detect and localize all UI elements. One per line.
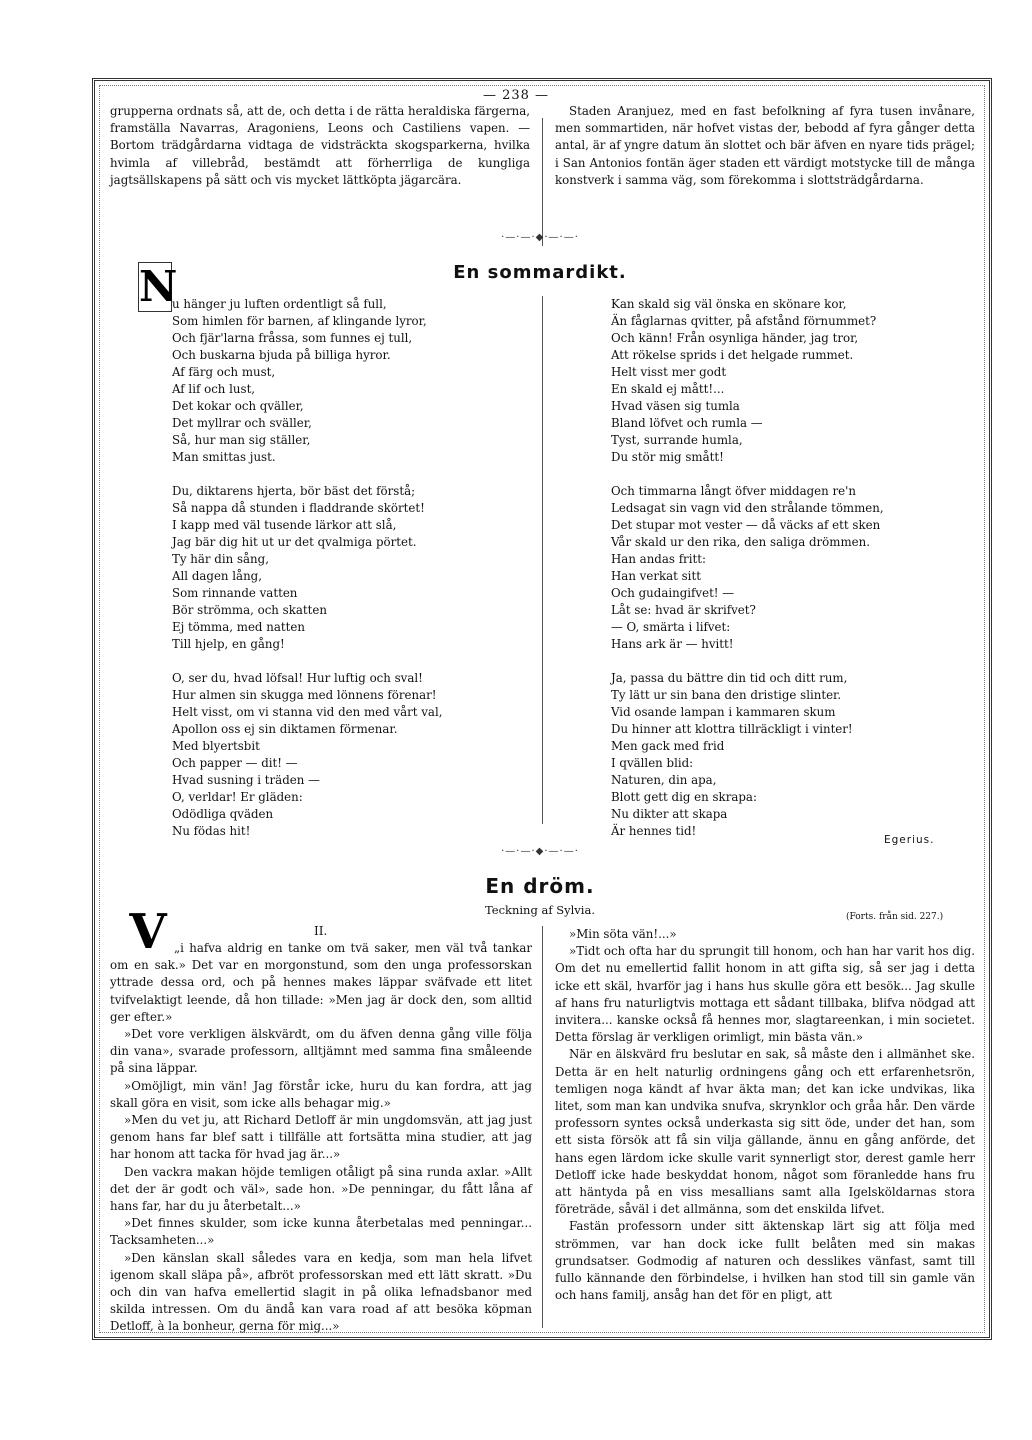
poem-line: Och timmarna långt öfver middagen re'n [611,484,856,498]
poem-left-column [172,296,532,857]
poem-line: Han andas fritt: [611,552,706,566]
story-paragraph: När en älskvärd fru beslutar en sak, så måste den i allmänhet ske. Detta är en helt naturlig ordningens gång och ett erfarenhetsrön, temligen noga kändt af hvar äkta man; det kan icke undvikas, lika litet, som man kan undvika snufva, skrynklor och gråa hår. Den värde professorn syntes också underkasta sig sitt öde, under det han, som ett sista försök att få sin vilja gällande, ännu en gång anförde, det hans egen lärdom icke skulle varit synnerligt stor, derest gamle herr Detloff icke hade beskyddat honom, något som föranledde hans fru att häntyda på en viss mesallians samt alla Igelsköldarnas stora företräde, såväl i det allmänna, som det enskilda lifvet. [555,1047,975,1217]
poem-line: Vid osande lampan i kammaren skum [611,705,836,719]
poem-line: — O, smärta i lifvet: [611,620,731,634]
poem-line: Kan skald sig väl önska en skönare kor, [611,297,847,311]
story-subtitle: Teckning af Sylvia. [484,903,595,917]
poem-line: Och fjär'larna fråssa, som funnes ej tull, [172,331,413,345]
poem-line: I qvällen blid: [611,756,694,770]
poem-line: Ej tömma, med natten [172,620,305,634]
poem-line: Ledsagat sin vagn vid den strålande tömmen, [611,501,884,515]
poem-line: Apollon oss ej sin diktamen förmenar. [172,722,398,736]
poem-line: Så, hur man sig ställer, [172,433,311,447]
poem-line: O, ser du, hvad löfsal! Hur luftig och sval! [172,671,423,685]
story-paragraph: Den vackra makan höjde temligen otåligt på sina runda axlar. »Allt det der är godt och väl», sade hon. »De penningar, du fått låna af hans far, har du ju återbetalt...» [110,1164,532,1214]
story-dropcap: V [129,904,167,960]
poem-line: Men gack med frid [611,739,725,753]
poem-stanza [172,296,532,466]
poem-stanza [611,296,971,466]
poem-line: Bland löfvet och rumla — [611,416,763,430]
poem-line: Och känn! Från osynliga händer, jag tror, [611,331,859,345]
chapter-number: II. [314,924,328,938]
poem-line: Till hjelp, en gång! [172,637,285,651]
poem-line: Af färg och must, [172,365,276,379]
continuation-note: (Forts. från sid. 227.) [846,912,944,922]
poem-line: Af lif och lust, [172,382,256,396]
poem-line: Ty här din sång, [172,552,269,566]
poem-line: Odödliga qväden [172,807,274,821]
poem-line: Hvad väsen sig tumla [611,399,740,413]
poem-line: Och buskarna bjuda på billiga hyror. [172,348,391,362]
poem-line: Än fåglarnas qvitter, på afstånd förnummet? [611,314,877,328]
poem-title: En sommardikt. [453,262,627,283]
poem-line: Och gudaingifvet! — [611,586,735,600]
poem-line: Det kokar och qväller, [172,399,304,413]
poem-signature: Egerius. [884,834,935,846]
poem-line: Du hinner att klottra tillräckligt i vinter! [611,722,853,736]
separator-ornament-2: ·—·—·◆·—·—· [501,846,579,857]
poem-line: Helt visst, om vi stanna vid den med vårt val, [172,705,443,719]
poem-line: Man smittas just. [172,450,276,464]
story-paragraph: Fastän professorn under sitt äktenskap lärt sig att följa med strömmen, var han dock icke fullt belåten med sin makas grundsatser. Godmodig af naturen och desslikes vänfast, samt till fullo kännande den förbindelse, i hvilken han stod till sin gamle vän och hans familj, ansåg han det för en pligt, att [555,1219,975,1303]
poem-line: Som himlen för barnen, af klingande lyror, [172,314,427,328]
story-paragraph: »Den känslan skall således vara en kedja, som man hela lifvet igenom skall släpa på», afbröt professorskan med ett lätt skratt. »Du och din van hafva emellertid slagit in på olika lefnadsbanor med skilda intressen. Om du ändå kan vara road af att besöka köpman Detloff, à la bonheur, gerna för mig...» [110,1250,532,1334]
poem-line: Nu dikter att skapa [611,807,728,821]
story-right-column [555,926,975,1304]
column-divider-poem [542,296,543,824]
page-number: — 238 — [482,88,550,103]
poem-line: Han verkat sitt [611,569,701,583]
poem-line: I kapp med väl tusende lärkor att slå, [172,518,397,532]
column-divider-story [542,926,543,1328]
top-left-paragraph: grupperna ordnats så, att de, och detta i de rätta heraldiska färgerna, framställa Navarras, Aragoniens, Leons och Castiliens vapen. — Bortom trädgårdarna vidtaga de vidsträckta skogsparkerna, hvilka hvimla af villebråd, bestämdt att förherrliga de kungliga jagtsällskapens på sätt och vis mycket lättköpta jägarcära. [110,104,530,187]
poem-line: Du, diktarens hjerta, bör bäst det förstå; [172,484,416,498]
poem-line: Låt se: hvad är skrifvet? [611,603,756,617]
poem-line: Det stupar mot vester — då väcks af ett sken [611,518,881,532]
top-right-paragraph: Staden Aranjuez, med en fast befolkning af fyra tusen invånare, men sommartiden, när hofvet vistas der, bebodd af fyra gånger detta antal, är af yngre datum än slottet och bär äfven en nyare tids prägel; i San Antonios fontän äger staden ett värdigt motstycke till de många konstverk i samma väg, som förekomma i slottsträdgårdarna. [555,104,975,187]
story-paragraph: »Omöjligt, min vän! Jag förstår icke, huru du kan fordra, att jag skall göra en visit, som icke alls behagar mig.» [110,1078,532,1110]
poem-line: Tyst, surrande humla, [611,433,743,447]
poem-line: Är hennes tid! [611,824,697,838]
column-divider-top [542,118,543,246]
poem-dropcap: N [139,262,178,311]
poem-line: Och papper — dit! — [172,756,298,770]
poem-line: Hvad susning i träden — [172,773,320,787]
poem-line: Blott gett dig en skrapa: [611,790,757,804]
poem-line: Att rökelse sprids i det helgade rummet. [611,348,854,362]
poem-line: Nu födas hit! [172,824,251,838]
poem-line: Vår skald ur den rika, den saliga drömmen. [611,535,870,549]
story-paragraph: »Men du vet ju, att Richard Detloff är min ungdomsvän, att jag just genom hans far blef satt i tillfälle att fortsätta mina studier, att jag har honom att tacka för hvad jag är...» [110,1113,532,1162]
poem-line: Ty lätt ur sin bana den dristige slinter. [611,688,842,702]
poem-line: En skald ej mått!... [611,382,725,396]
poem-line: O, verldar! Er gläden: [172,790,303,804]
poem-line: Som rinnande vatten [172,586,298,600]
story-title: En dröm. [485,874,595,898]
poem-line: All dagen lång, [172,569,262,583]
separator-ornament: ·—·—·◆·—·—· [501,232,579,243]
story-paragraph: »Det finnes skulder, som icke kunna återbetalas med penningar... Tacksamheten...» [110,1216,532,1248]
poem-line: Du stör mig smått! [611,450,724,464]
poem-line: Det myllrar och sväller, [172,416,312,430]
poem-stanza [172,483,532,653]
story-paragraph: »Tidt och ofta har du sprungit till honom, och han har varit hos dig. Om det nu emellertid fallit honom in att gifta sig, så ser jag i detta icke ett skäl, hvarför jag i hans hus skulle göra ett besök... Jag skulle af hans fru naturligtvis mottaga ett sådant tillbaka, blifva nödgad att invitera... kanske också få hennes mor, slagtareenkan, i min societet. Detta förslag är verkligen orimligt, min bästa vän.» [555,944,975,1045]
poem-line: Hans ark är — hvitt! [611,637,734,651]
story-paragraph: »Min söta vän!...» [569,927,677,941]
poem-line: Med blyertsbit [172,739,260,753]
poem-line: Ja, passa du bättre din tid och ditt rum, [611,671,848,685]
poem-right-column [611,296,971,857]
poem-line: Hur almen sin skugga med lönnens förenar! [172,688,437,702]
story-left-column [110,940,532,1336]
poem-line: u hänger ju luften ordentligt så full, [172,297,387,311]
poem-line: Bör strömma, och skatten [172,603,327,617]
poem-stanza [611,670,971,840]
poem-line: Så nappa då stunden i fladdrande skörtet! [172,501,425,515]
poem-line: Helt visst mer godt [611,365,727,379]
poem-stanza [172,670,532,840]
poem-line: Naturen, din apa, [611,773,717,787]
story-paragraph: „i hafva aldrig en tanke om tvä saker, men väl två tankar om en sak.» Det var en morgonstund, som den unga professorskan yttrade dessa ord, och på hennes makes läppar sväfvade ett litet tvifvelaktigt leende, då hon tillade: »Men jag är dock den, som alltid ger efter.» [110,941,532,1024]
story-paragraph: »Det vore verkligen älskvärdt, om du äfven denna gång ville följa din vana», svarade professorn, alltjämnt med samma fina småleende på sina läppar. [110,1027,532,1076]
poem-stanza [611,483,971,653]
poem-line: Jag bär dig hit ut ur det qvalmiga pörtet. [172,535,417,549]
